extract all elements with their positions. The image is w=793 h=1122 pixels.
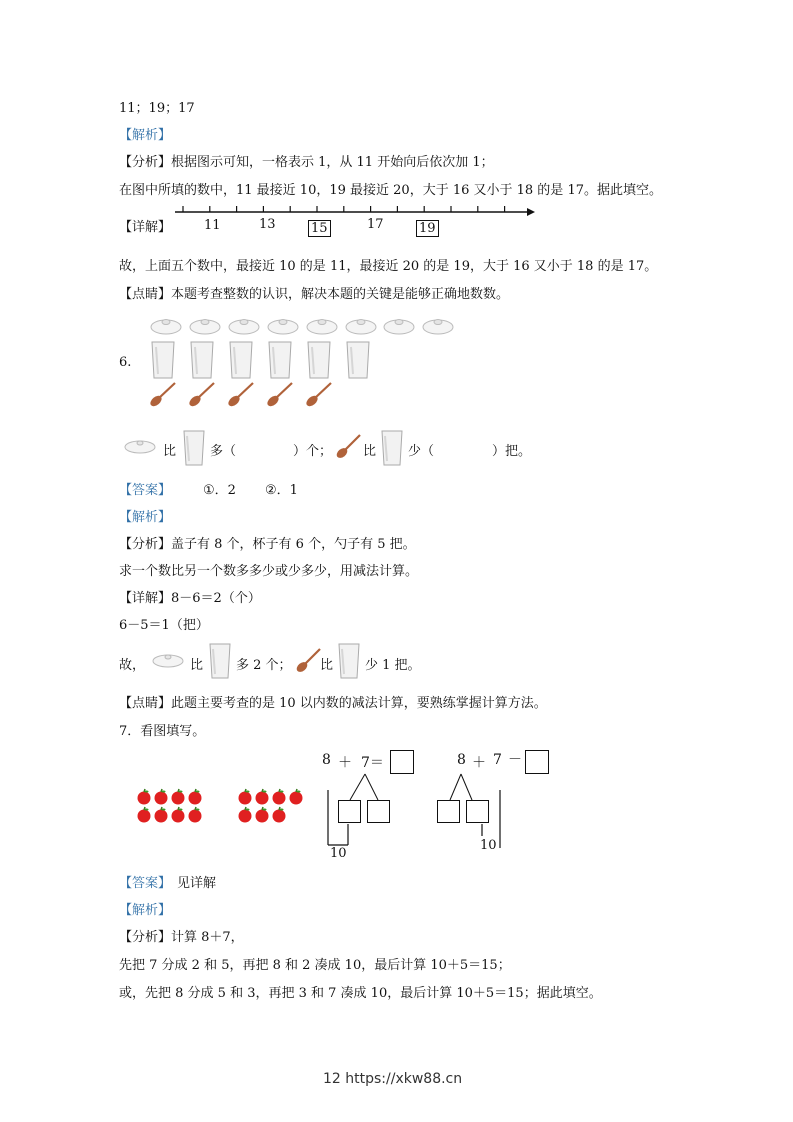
lid-icon <box>189 316 221 336</box>
apple-icon <box>271 807 287 823</box>
unit-text-2: ）把。 <box>492 444 532 459</box>
apple-icon <box>271 789 287 805</box>
eq1-b: 7＝ <box>361 755 384 771</box>
cup-icon <box>268 341 292 379</box>
cup-icon <box>338 643 360 679</box>
apple-icon <box>170 789 186 805</box>
cup-icon <box>151 341 175 379</box>
answer-2: ②．1 <box>265 483 298 498</box>
compare-bi-2: 比 <box>363 444 377 459</box>
cup-icon <box>307 341 331 379</box>
conclusion-bi-1: 比 <box>190 658 204 673</box>
spoon-icon <box>296 647 322 673</box>
apple-icon <box>136 789 152 805</box>
cup-icon <box>229 341 253 379</box>
apple-icon <box>254 789 270 805</box>
apple-icon <box>237 789 253 805</box>
analysis-text-2: 求一个数比另一个数多多少或少多少，用减法计算。 <box>119 564 419 579</box>
apple-icon <box>153 789 169 805</box>
conclusion-gu: 故， <box>119 658 146 673</box>
spoon-icon <box>336 433 362 459</box>
spoon-icon <box>305 381 333 407</box>
eq2-split-box-1[interactable] <box>437 800 460 823</box>
detail-line-2: 6－5＝1（把） <box>119 618 209 633</box>
question-6-number: 6. <box>119 355 132 370</box>
analysis-text-2: 在图中所填的数中，11 最接近 10，19 最接近 20，大于 16 又小于 18 的是 17。据此填空。 <box>119 183 662 198</box>
number-line <box>175 203 545 223</box>
answer-line: 11；19；17 <box>119 101 195 116</box>
answer-1: ①．2 <box>203 483 236 498</box>
answer-tag: 【答案】 <box>119 483 172 498</box>
analysis-text-1: 【分析】盖子有 8 个，杯子有 6 个，勺子有 5 把。 <box>119 537 416 552</box>
cup-icon <box>190 341 214 379</box>
eq1-a: 8 <box>322 752 331 768</box>
compare-bi-1: 比 <box>163 444 177 459</box>
numberline-box-19: 19 <box>416 220 439 237</box>
eq1-op: ＋ <box>338 755 352 771</box>
eq1-split-box-1[interactable] <box>338 800 361 823</box>
apple-icon <box>187 789 203 805</box>
question-7-title: 7．看图填写。 <box>119 724 206 739</box>
cup-icon <box>381 430 403 466</box>
cup-icon <box>209 643 231 679</box>
detail-line-1: 【详解】8－6＝2（个） <box>119 591 261 606</box>
analysis-tag: 【解析】 <box>119 903 172 918</box>
comment-text: 【点睛】此题主要考查的是 10 以内数的减法计算，要熟练掌握计算方法。 <box>119 696 547 711</box>
numberline-box-15: 15 <box>308 220 331 237</box>
lid-icon <box>228 316 260 336</box>
analysis-text-1: 【分析】计算 8＋7， <box>119 930 244 945</box>
page-footer: 12 https://xkw88.cn <box>323 1071 463 1087</box>
lid-icon <box>422 316 454 336</box>
analysis-text-3: 或，先把 8 分成 5 和 3，再把 3 和 7 凑成 10，最后计算 10＋5＝15；据此填空。 <box>119 986 602 1001</box>
lid-icon <box>152 651 184 669</box>
spoon-icon <box>227 381 255 407</box>
numberline-label-13: 13 <box>259 217 276 232</box>
detail-tag: 【详解】 <box>119 220 172 235</box>
lid-icon <box>306 316 338 336</box>
answer-text: 见详解 <box>177 876 217 891</box>
unit-text-1: ）个； <box>293 444 333 459</box>
spoon-icon <box>149 381 177 407</box>
conclusion-bi-2: 比 <box>320 658 334 673</box>
eq1-split-box-2[interactable] <box>367 800 390 823</box>
numberline-label-17: 17 <box>367 217 384 232</box>
lid-icon <box>124 437 156 455</box>
apple-icon <box>254 807 270 823</box>
more-text: 多（ <box>210 444 237 459</box>
spoon-icon <box>266 381 294 407</box>
analysis-text-1: 【分析】根据图示可知，一格表示 1，从 11 开始向后依次加 1； <box>119 155 494 170</box>
eq2-b: 7 <box>493 752 502 768</box>
numberline-label-11: 11 <box>204 218 221 233</box>
lid-icon <box>345 316 377 336</box>
apple-icon <box>237 807 253 823</box>
spoon-icon <box>188 381 216 407</box>
eq1-ten-label: 10 <box>330 846 347 861</box>
lid-icon <box>383 316 415 336</box>
analysis-tag: 【解析】 <box>119 128 172 143</box>
eq2-split-box-2[interactable] <box>466 800 489 823</box>
conclusion-more: 多 2 个； <box>236 658 292 673</box>
lid-icon <box>150 316 182 336</box>
comment-text: 【点睛】本题考查整数的认识，解决本题的关键是能够正确地数数。 <box>119 287 510 302</box>
apple-icon <box>136 807 152 823</box>
analysis-tag: 【解析】 <box>119 510 172 525</box>
less-text: 少（ <box>408 444 435 459</box>
apple-icon <box>288 789 304 805</box>
eq2-equals: － <box>508 752 522 768</box>
cup-icon <box>183 430 205 466</box>
eq2-a: 8 <box>457 752 466 768</box>
apple-icon <box>187 807 203 823</box>
conclusion-text: 故，上面五个数中，最接近 10 的是 11，最接近 20 的是 19，大于 16 又小于 18 的是 17。 <box>119 259 658 274</box>
apple-icon <box>153 807 169 823</box>
analysis-text-2: 先把 7 分成 2 和 5，再把 8 和 2 凑成 10，最后计算 10＋5＝15； <box>119 958 511 973</box>
conclusion-less: 少 1 把。 <box>365 658 421 673</box>
cup-icon <box>346 341 370 379</box>
eq2-ten-label: 10 <box>480 838 497 853</box>
lid-icon <box>267 316 299 336</box>
eq2-op: ＋ <box>472 755 486 771</box>
answer-tag: 【答案】 <box>119 876 172 891</box>
apple-icon <box>170 807 186 823</box>
